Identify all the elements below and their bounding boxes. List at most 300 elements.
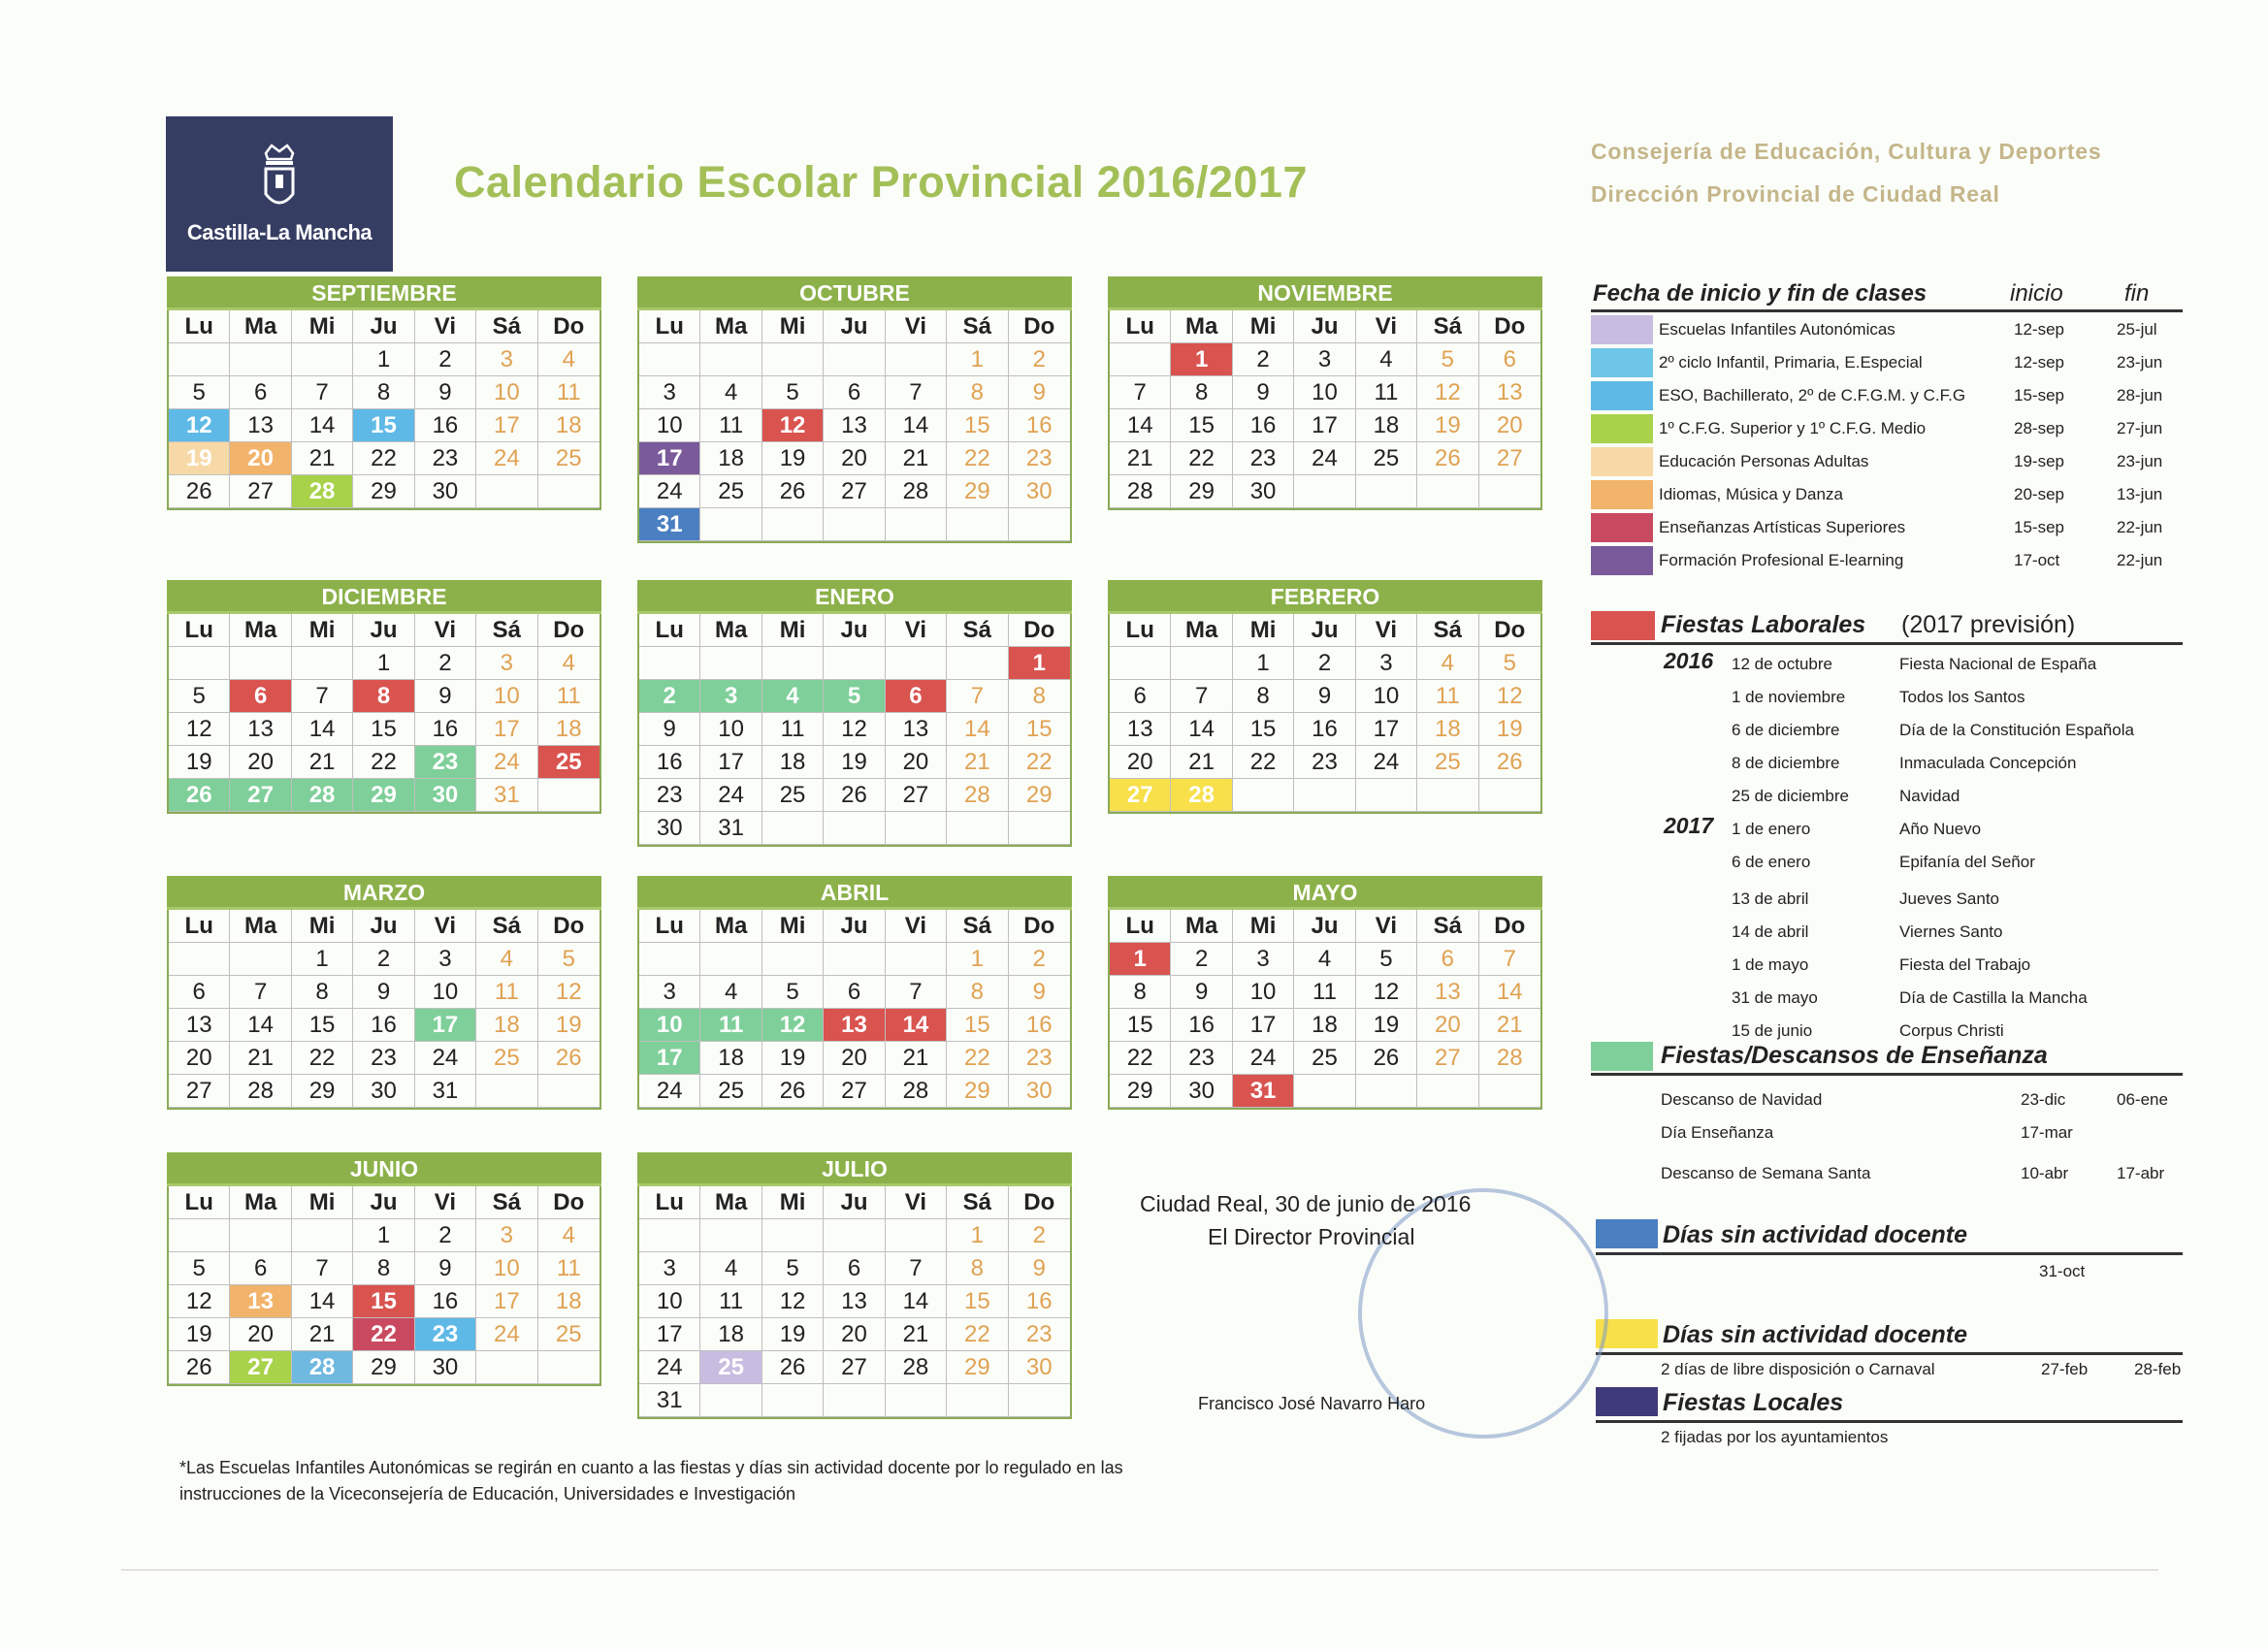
weekday-header: Do bbox=[1009, 910, 1070, 943]
legend-laborales-date: 1 de enero bbox=[1732, 820, 1811, 838]
day-cell: 20 bbox=[886, 746, 947, 779]
month-header: NOVIEMBRE bbox=[1108, 276, 1542, 310]
day-cell: 20 bbox=[1110, 746, 1171, 779]
weekday-header: Ju bbox=[1294, 910, 1355, 943]
month-septiembre bbox=[167, 276, 601, 510]
day-cell: 4 bbox=[762, 680, 824, 713]
weekday-header: Do bbox=[1009, 1186, 1070, 1219]
day-cell: 19 bbox=[1356, 1009, 1417, 1042]
empty-cell bbox=[476, 1075, 537, 1108]
day-cell: 2 bbox=[415, 343, 476, 376]
month-header: FEBRERO bbox=[1108, 580, 1542, 614]
legend-clases-inicio: 17-oct bbox=[2014, 551, 2060, 569]
day-cell: 27 bbox=[1479, 442, 1540, 475]
day-cell: 19 bbox=[169, 1318, 230, 1351]
empty-cell bbox=[538, 779, 599, 812]
day-cell: 15 bbox=[292, 1009, 353, 1042]
day-cell: 3 bbox=[1294, 343, 1355, 376]
day-cell: 23 bbox=[1009, 442, 1070, 475]
empty-cell bbox=[538, 1351, 599, 1384]
day-cell: 13 bbox=[824, 1009, 885, 1042]
legend-clases-label: Escuelas Infantiles Autonómicas bbox=[1659, 320, 1895, 339]
day-cell: 17 bbox=[476, 409, 537, 442]
day-cell: 20 bbox=[230, 442, 291, 475]
day-cell: 10 bbox=[639, 409, 700, 442]
legend-clases-fin: 28-jun bbox=[2117, 386, 2163, 404]
day-cell: 6 bbox=[230, 376, 291, 409]
day-cell: 21 bbox=[1479, 1009, 1540, 1042]
empty-cell bbox=[1356, 475, 1417, 508]
day-cell: 8 bbox=[947, 376, 1008, 409]
divider bbox=[1591, 642, 2183, 645]
day-cell: 28 bbox=[886, 475, 947, 508]
day-cell: 1 bbox=[947, 943, 1008, 976]
day-cell: 9 bbox=[415, 680, 476, 713]
day-cell: 31 bbox=[476, 779, 537, 812]
day-cell: 18 bbox=[1294, 1009, 1355, 1042]
day-cell: 23 bbox=[1294, 746, 1355, 779]
day-cell: 30 bbox=[415, 1351, 476, 1384]
legend-swatch bbox=[1591, 480, 1653, 509]
day-cell: 28 bbox=[292, 475, 353, 508]
weekday-header: Ju bbox=[824, 910, 885, 943]
day-cell: 6 bbox=[886, 680, 947, 713]
weekday-header: Ma bbox=[700, 1186, 761, 1219]
legend-clases-inicio: 15-sep bbox=[2014, 518, 2064, 536]
day-cell: 1 bbox=[1171, 343, 1232, 376]
weekday-header: Vi bbox=[415, 910, 476, 943]
signature-role: El Director Provincial bbox=[1208, 1224, 1415, 1249]
day-cell: 14 bbox=[1479, 976, 1540, 1009]
day-cell: 7 bbox=[292, 680, 353, 713]
day-cell: 14 bbox=[292, 409, 353, 442]
empty-cell bbox=[762, 647, 824, 680]
day-cell: 12 bbox=[1479, 680, 1540, 713]
day-cell: 22 bbox=[947, 1318, 1008, 1351]
weekday-header: Vi bbox=[415, 310, 476, 343]
day-cell: 25 bbox=[1417, 746, 1478, 779]
empty-cell bbox=[1294, 779, 1355, 812]
legend-clases-label: 1º C.F.G. Superior y 1º C.F.G. Medio bbox=[1659, 419, 1927, 437]
weekday-header: Do bbox=[1009, 310, 1070, 343]
day-cell: 11 bbox=[1294, 976, 1355, 1009]
day-cell: 11 bbox=[700, 1285, 761, 1318]
weekday-header: Mi bbox=[1233, 614, 1294, 647]
legend-clases-title: Fecha de inicio y fin de clases bbox=[1593, 280, 1928, 307]
weekday-header: Mi bbox=[292, 310, 353, 343]
month-grid bbox=[637, 910, 1072, 1110]
day-cell: 23 bbox=[1009, 1318, 1070, 1351]
day-cell: 27 bbox=[824, 1075, 885, 1108]
day-cell: 20 bbox=[1479, 409, 1540, 442]
legend-locales-title: Fiestas Locales bbox=[1663, 1389, 1844, 1416]
day-cell: 14 bbox=[886, 409, 947, 442]
month-header: JUNIO bbox=[167, 1152, 601, 1186]
empty-cell bbox=[762, 812, 824, 845]
day-cell: 15 bbox=[947, 1009, 1008, 1042]
day-cell: 17 bbox=[1233, 1009, 1294, 1042]
day-cell: 12 bbox=[762, 409, 824, 442]
empty-cell bbox=[824, 812, 885, 845]
day-cell: 13 bbox=[1110, 713, 1171, 746]
day-cell: 17 bbox=[1294, 409, 1355, 442]
day-cell: 7 bbox=[230, 976, 291, 1009]
empty-cell bbox=[230, 1219, 291, 1252]
day-cell: 18 bbox=[538, 409, 599, 442]
month-grid bbox=[167, 1186, 601, 1386]
day-cell: 15 bbox=[353, 713, 414, 746]
empty-cell bbox=[230, 343, 291, 376]
month-grid bbox=[1108, 614, 1542, 814]
day-cell: 10 bbox=[476, 1252, 537, 1285]
legend-swatch bbox=[1591, 447, 1653, 476]
day-cell: 6 bbox=[824, 376, 885, 409]
legend-ensenanza-title: Fiestas/Descansos de Enseñanza bbox=[1661, 1042, 2048, 1069]
day-cell: 26 bbox=[169, 779, 230, 812]
day-cell: 10 bbox=[476, 680, 537, 713]
legend-laborales-date: 6 de diciembre bbox=[1732, 721, 1840, 739]
day-cell: 19 bbox=[762, 1042, 824, 1075]
day-cell: 24 bbox=[639, 1075, 700, 1108]
day-cell: 21 bbox=[1171, 746, 1232, 779]
day-cell: 9 bbox=[353, 976, 414, 1009]
empty-cell bbox=[947, 1384, 1008, 1417]
day-cell: 18 bbox=[700, 442, 761, 475]
legend-laborales-name: Corpus Christi bbox=[1899, 1021, 2004, 1040]
empty-cell bbox=[476, 1351, 537, 1384]
day-cell: 19 bbox=[538, 1009, 599, 1042]
day-cell: 1 bbox=[353, 647, 414, 680]
day-cell: 22 bbox=[1233, 746, 1294, 779]
day-cell: 21 bbox=[292, 1318, 353, 1351]
legend-laborales-date: 1 de noviembre bbox=[1732, 688, 1846, 706]
day-cell: 27 bbox=[230, 1351, 291, 1384]
day-cell: 16 bbox=[639, 746, 700, 779]
day-cell: 1 bbox=[353, 343, 414, 376]
day-cell: 2 bbox=[639, 680, 700, 713]
day-cell: 21 bbox=[886, 442, 947, 475]
month-grid bbox=[1108, 310, 1542, 510]
day-cell: 13 bbox=[230, 713, 291, 746]
day-cell: 25 bbox=[762, 779, 824, 812]
day-cell: 15 bbox=[1233, 713, 1294, 746]
empty-cell bbox=[700, 1384, 761, 1417]
weekday-header: Ma bbox=[1171, 910, 1232, 943]
legend-clases-fin: 13-jun bbox=[2117, 485, 2163, 503]
legend-swatch bbox=[1591, 546, 1653, 575]
day-cell: 16 bbox=[1233, 409, 1294, 442]
legend-ensenanza-label: Descanso de Semana Santa bbox=[1661, 1164, 1871, 1182]
day-cell: 2 bbox=[1294, 647, 1355, 680]
divider bbox=[1596, 1420, 2183, 1423]
signature-place-date: Ciudad Real, 30 de junio de 2016 bbox=[1140, 1191, 1472, 1216]
day-cell: 30 bbox=[1009, 1351, 1070, 1384]
day-cell: 13 bbox=[230, 1285, 291, 1318]
day-cell: 30 bbox=[415, 475, 476, 508]
sin-actividad-1-value: 31-oct bbox=[2039, 1262, 2086, 1280]
weekday-header: Sá bbox=[476, 614, 537, 647]
day-cell: 9 bbox=[1009, 1252, 1070, 1285]
day-cell: 26 bbox=[1479, 746, 1540, 779]
day-cell: 5 bbox=[762, 976, 824, 1009]
day-cell: 23 bbox=[415, 746, 476, 779]
legend-ensenanza-fin: 06-ene bbox=[2117, 1090, 2168, 1109]
month-mayo bbox=[1108, 876, 1542, 1110]
day-cell: 6 bbox=[1479, 343, 1540, 376]
day-cell: 12 bbox=[762, 1009, 824, 1042]
weekday-header: Lu bbox=[1110, 910, 1171, 943]
day-cell: 3 bbox=[476, 1219, 537, 1252]
day-cell: 1 bbox=[353, 1219, 414, 1252]
day-cell: 26 bbox=[538, 1042, 599, 1075]
empty-cell bbox=[639, 647, 700, 680]
castilla-la-mancha-logo bbox=[166, 116, 393, 272]
weekday-header: Vi bbox=[886, 310, 947, 343]
empty-cell bbox=[1479, 1075, 1540, 1108]
day-cell: 16 bbox=[1009, 409, 1070, 442]
day-cell: 22 bbox=[947, 1042, 1008, 1075]
day-cell: 15 bbox=[1009, 713, 1070, 746]
legend-sin-actividad-1-title: Días sin actividad docente bbox=[1663, 1221, 1967, 1248]
day-cell: 22 bbox=[353, 442, 414, 475]
legend-clases-label: Formación Profesional E-learning bbox=[1659, 551, 1904, 569]
month-octubre bbox=[637, 276, 1072, 543]
day-cell: 10 bbox=[476, 376, 537, 409]
day-cell: 16 bbox=[1294, 713, 1355, 746]
weekday-header: Do bbox=[538, 614, 599, 647]
weekday-header: Ma bbox=[230, 614, 291, 647]
day-cell: 8 bbox=[353, 1252, 414, 1285]
day-cell: 20 bbox=[824, 442, 885, 475]
page-title: Calendario Escolar Provincial 2016/2017 bbox=[454, 157, 1308, 207]
year-2017: 2017 bbox=[1664, 813, 1714, 838]
weekday-header: Do bbox=[1479, 910, 1540, 943]
weekday-header: Sá bbox=[476, 910, 537, 943]
day-cell: 4 bbox=[476, 943, 537, 976]
legend-ensenanza-inicio: 10-abr bbox=[2021, 1164, 2069, 1182]
day-cell: 5 bbox=[824, 680, 885, 713]
sin-actividad-2-label: 2 días de libre disposición o Carnaval bbox=[1661, 1360, 1935, 1378]
day-cell: 11 bbox=[700, 1009, 761, 1042]
day-cell: 3 bbox=[1356, 647, 1417, 680]
day-cell: 15 bbox=[947, 409, 1008, 442]
day-cell: 9 bbox=[1294, 680, 1355, 713]
empty-cell bbox=[230, 647, 291, 680]
signature-name: Francisco José Navarro Haro bbox=[1198, 1394, 1426, 1413]
empty-cell bbox=[169, 343, 230, 376]
legend-clases-label: 2º ciclo Infantil, Primaria, E.Especial bbox=[1659, 353, 1923, 372]
day-cell: 8 bbox=[947, 976, 1008, 1009]
day-cell: 1 bbox=[1233, 647, 1294, 680]
day-cell: 30 bbox=[353, 1075, 414, 1108]
day-cell: 25 bbox=[700, 1075, 761, 1108]
day-cell: 27 bbox=[1110, 779, 1171, 812]
legend-ensenanza-inicio: 17-mar bbox=[2021, 1123, 2073, 1142]
day-cell: 7 bbox=[947, 680, 1008, 713]
weekday-header: Mi bbox=[762, 910, 824, 943]
day-cell: 24 bbox=[476, 1318, 537, 1351]
empty-cell bbox=[639, 943, 700, 976]
day-cell: 8 bbox=[292, 976, 353, 1009]
day-cell: 11 bbox=[700, 409, 761, 442]
day-cell: 22 bbox=[353, 746, 414, 779]
divider bbox=[1591, 309, 2183, 312]
empty-cell bbox=[292, 1219, 353, 1252]
day-cell: 2 bbox=[1171, 943, 1232, 976]
weekday-header: Lu bbox=[169, 1186, 230, 1219]
day-cell: 24 bbox=[1233, 1042, 1294, 1075]
day-cell: 16 bbox=[1009, 1285, 1070, 1318]
day-cell: 23 bbox=[353, 1042, 414, 1075]
day-cell: 7 bbox=[292, 376, 353, 409]
day-cell: 21 bbox=[1110, 442, 1171, 475]
month-header: ENERO bbox=[637, 580, 1072, 614]
legend-laborales-name: Día de Castilla la Mancha bbox=[1899, 988, 2088, 1007]
month-header: MARZO bbox=[167, 876, 601, 910]
day-cell: 19 bbox=[169, 746, 230, 779]
weekday-header: Mi bbox=[762, 310, 824, 343]
day-cell: 13 bbox=[824, 1285, 885, 1318]
weekday-header: Sá bbox=[947, 1186, 1008, 1219]
weekday-header: Do bbox=[1479, 614, 1540, 647]
day-cell: 16 bbox=[1171, 1009, 1232, 1042]
legend-swatch bbox=[1591, 513, 1653, 542]
day-cell: 4 bbox=[1294, 943, 1355, 976]
weekday-header: Sá bbox=[947, 910, 1008, 943]
empty-cell bbox=[700, 508, 761, 541]
legend-swatch bbox=[1591, 414, 1653, 443]
empty-cell bbox=[824, 343, 885, 376]
legend-laborales-date: 15 de junio bbox=[1732, 1021, 1813, 1040]
empty-cell bbox=[700, 343, 761, 376]
day-cell: 16 bbox=[415, 1285, 476, 1318]
empty-cell bbox=[1294, 1075, 1355, 1108]
empty-cell bbox=[1009, 508, 1070, 541]
legend-swatch-sin-actividad-azul bbox=[1596, 1219, 1658, 1248]
day-cell: 1 bbox=[947, 1219, 1008, 1252]
legend-swatch bbox=[1591, 348, 1653, 377]
day-cell: 14 bbox=[1171, 713, 1232, 746]
day-cell: 10 bbox=[1294, 376, 1355, 409]
day-cell: 9 bbox=[1233, 376, 1294, 409]
day-cell: 20 bbox=[230, 1318, 291, 1351]
month-marzo bbox=[167, 876, 601, 1110]
day-cell: 4 bbox=[538, 647, 599, 680]
empty-cell bbox=[1294, 475, 1355, 508]
day-cell: 11 bbox=[538, 1252, 599, 1285]
day-cell: 29 bbox=[353, 475, 414, 508]
day-cell: 30 bbox=[1233, 475, 1294, 508]
day-cell: 24 bbox=[476, 746, 537, 779]
legend-ensenanza-inicio: 23-dic bbox=[2021, 1090, 2066, 1109]
day-cell: 27 bbox=[230, 475, 291, 508]
weekday-header: Sá bbox=[1417, 310, 1478, 343]
legend-laborales-name: Día de la Constitución Española bbox=[1899, 721, 2134, 739]
empty-cell bbox=[1110, 343, 1171, 376]
day-cell: 10 bbox=[639, 1285, 700, 1318]
weekday-header: Ma bbox=[700, 614, 761, 647]
weekday-header: Lu bbox=[639, 1186, 700, 1219]
empty-cell bbox=[1171, 647, 1232, 680]
day-cell: 13 bbox=[1417, 976, 1478, 1009]
day-cell: 18 bbox=[476, 1009, 537, 1042]
empty-cell bbox=[700, 647, 761, 680]
empty-cell bbox=[824, 1384, 885, 1417]
day-cell: 25 bbox=[1356, 442, 1417, 475]
day-cell: 18 bbox=[1356, 409, 1417, 442]
day-cell: 4 bbox=[538, 1219, 599, 1252]
empty-cell bbox=[700, 943, 761, 976]
empty-cell bbox=[886, 812, 947, 845]
empty-cell bbox=[1356, 779, 1417, 812]
weekday-header: Mi bbox=[762, 1186, 824, 1219]
empty-cell bbox=[762, 1384, 824, 1417]
day-cell: 28 bbox=[1110, 475, 1171, 508]
crest-icon bbox=[258, 144, 301, 213]
weekday-header: Do bbox=[538, 1186, 599, 1219]
day-cell: 17 bbox=[639, 1318, 700, 1351]
weekday-header: Ju bbox=[824, 310, 885, 343]
empty-cell bbox=[1356, 1075, 1417, 1108]
empty-cell bbox=[824, 1219, 885, 1252]
weekday-header: Mi bbox=[1233, 910, 1294, 943]
org-line-1: Consejería de Educación, Cultura y Deportes bbox=[1591, 139, 2102, 164]
month-julio bbox=[637, 1152, 1072, 1419]
day-cell: 22 bbox=[1171, 442, 1232, 475]
day-cell: 29 bbox=[947, 1351, 1008, 1384]
day-cell: 6 bbox=[169, 976, 230, 1009]
day-cell: 15 bbox=[1110, 1009, 1171, 1042]
legend-laborales-date: 1 de mayo bbox=[1732, 955, 1809, 974]
day-cell: 31 bbox=[700, 812, 761, 845]
day-cell: 16 bbox=[1009, 1009, 1070, 1042]
day-cell: 12 bbox=[169, 713, 230, 746]
weekday-header: Mi bbox=[292, 614, 353, 647]
weekday-header: Mi bbox=[292, 910, 353, 943]
day-cell: 6 bbox=[230, 680, 291, 713]
day-cell: 17 bbox=[639, 1042, 700, 1075]
empty-cell bbox=[1233, 779, 1294, 812]
legend-clases-label: Enseñanzas Artísticas Superiores bbox=[1659, 518, 1906, 536]
day-cell: 19 bbox=[1479, 713, 1540, 746]
day-cell: 25 bbox=[538, 1318, 599, 1351]
day-cell: 3 bbox=[476, 343, 537, 376]
day-cell: 4 bbox=[700, 1252, 761, 1285]
weekday-header: Vi bbox=[886, 1186, 947, 1219]
day-cell: 14 bbox=[292, 1285, 353, 1318]
empty-cell bbox=[538, 1075, 599, 1108]
day-cell: 25 bbox=[1294, 1042, 1355, 1075]
day-cell: 5 bbox=[762, 376, 824, 409]
day-cell: 4 bbox=[1417, 647, 1478, 680]
day-cell: 28 bbox=[292, 779, 353, 812]
month-header: MAYO bbox=[1108, 876, 1542, 910]
day-cell: 19 bbox=[762, 442, 824, 475]
empty-cell bbox=[169, 1219, 230, 1252]
empty-cell bbox=[169, 647, 230, 680]
day-cell: 27 bbox=[230, 779, 291, 812]
empty-cell bbox=[947, 508, 1008, 541]
legend-clases-inicio: 12-sep bbox=[2014, 320, 2064, 339]
legend-col-fin: fin bbox=[2124, 280, 2150, 307]
legend-swatch-laborales bbox=[1591, 611, 1655, 640]
empty-cell bbox=[762, 343, 824, 376]
day-cell: 24 bbox=[1356, 746, 1417, 779]
sin-actividad-2-fin: 28-feb bbox=[2134, 1360, 2182, 1378]
legend-clases-fin: 27-jun bbox=[2117, 419, 2163, 437]
legend-clases-inicio: 28-sep bbox=[2014, 419, 2064, 437]
month-grid bbox=[167, 310, 601, 510]
